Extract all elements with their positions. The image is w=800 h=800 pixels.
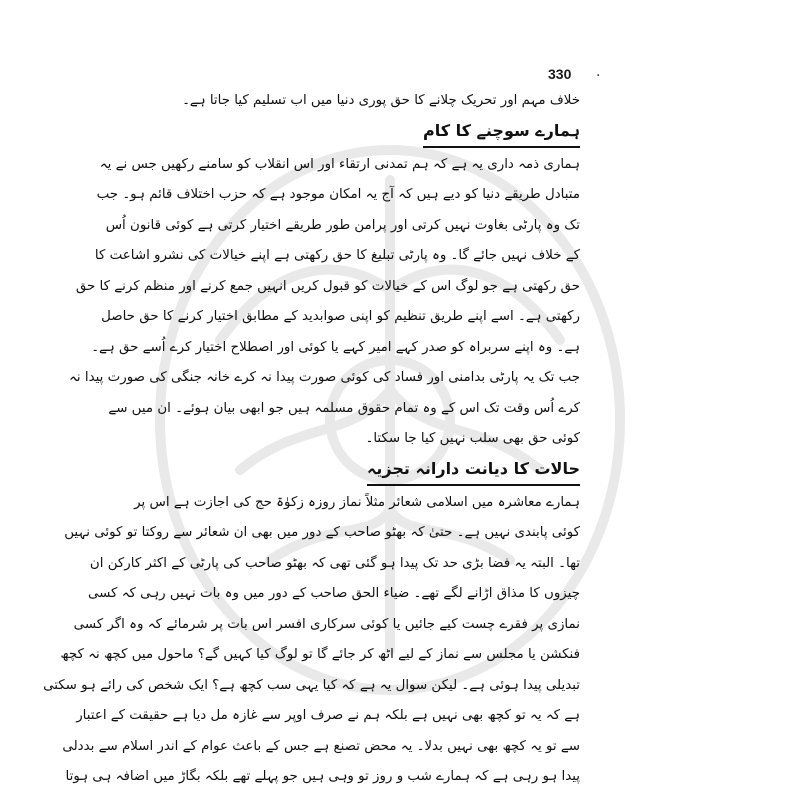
section-heading-wrapper — [190, 455, 580, 488]
paragraph-line: سے تو یہ کچھ بھی نہیں بدلا۔ یہ محض تصنع ہے جس کے باعث عوام کے اندر اسلام سے بددلی — [62, 738, 580, 754]
paragraph-line: نمازی پر فقرے چست کیے جائیں یا کوئی سرکاری افسر اس بات پر شرمائے کہ وہ اگر کسی — [73, 616, 580, 632]
paragraph-line: حق رکھتی ہے جو لوگ اس کے خیالات کو قبول کریں انہیں جمع کرنے اور منظم کرنے کا حق — [75, 278, 580, 294]
paragraph-line: تھا۔ البتہ یہ فضا بڑی حد تک پیدا ہو گئی تھی کہ بھٹو صاحب کی پارٹی کے اکثر کارکن ان — [89, 555, 580, 571]
paragraph-line: تبدیلی پیدا ہوئی ہے۔ لیکن سوال یہ ہے کہ کیا یہی سب کچھ ہے؟ ایک شخص کی رائے ہو سکتی — [43, 677, 580, 693]
paragraph-line: ہمارے معاشرہ میں اسلامی شعائر مثلاً نماز روزہ زکوٰۃ حج کی اجازت ہے اس پر — [134, 494, 580, 510]
paragraph-line: ہے۔ وہ اپنے سربراہ کو صدر کہے امیر کہے یا کوئی اور اصطلاح اختیار کرے اُسے حق ہے۔ — [91, 339, 580, 355]
paragraph-line: کرے اُس وقت تک اس کے وہ تمام حقوق مسلمہ ہیں جو ابھی بیان ہوئے۔ ان میں سے — [108, 400, 580, 416]
paragraph-line: کے خلاف نہیں جائے گا۔ وہ پارٹی تبلیغ کا حق رکھتی ہے اپنے خیالات کی نشرو اشاعت کا — [94, 248, 580, 263]
paragraph-line: تک وہ پارٹی بغاوت نہیں کرتی اور پرامن طور طریقے اختیار کرتی ہے کوئی قانون اُس — [105, 217, 580, 233]
paragraph-line: پیدا ہو رہی ہے کہ ہمارے شب و روز تو وہی ہیں جو پہلے تھے بلکہ بگاڑ میں اضافہ ہی ہوتا — [65, 769, 580, 784]
page-dot-mark: · — [596, 68, 601, 84]
paragraph-line: کوئی حق بھی سلب نہیں کیا جا سکتا۔ — [365, 431, 580, 446]
paragraph-line: ہے کہ یہ تو کچھ بھی نہیں ہے بلکہ ہم نے صرف اوپر سے غازہ مل دیا ہے حقیقت کے اعتبار — [76, 708, 580, 723]
paragraph-line: خلاف مہم اور تحریک چلانے کا حق پوری دنیا میں اب تسلیم کیا جاتا ہے۔ — [182, 93, 580, 108]
section-heading: حالات کا دیانت دارانہ تجزیہ — [367, 455, 580, 486]
paragraph-line: رکھتی ہے۔ اسے اپنے طریق تنظیم کو اپنی صوابدید کے مطابق اختیار کرنے کا حق حاصل — [101, 309, 580, 324]
paragraph-line: چیزوں کا مذاق اڑانے لگے تھے۔ ضیاء الحق صاحب کے دور میں وہ بات نہیں رہی کہ کسی — [87, 586, 580, 601]
page-body — [43, 86, 580, 793]
paragraph-line: فنکشن یا مجلس سے نماز کے لیے اٹھ کر جائے گا تو لوگ کیا کہیں گے؟ ماحول میں کچھ نہ کچھ — [60, 647, 580, 662]
page-number: 330 — [548, 66, 572, 82]
paragraph-line: ہماری ذمہ داری یہ ہے کہ ہم تمدنی ارتقاء اور اس انقلاب کو سامنے رکھیں جس نے یہ — [99, 156, 580, 172]
section-heading-wrapper — [190, 117, 580, 150]
paragraph-line: کوئی پابندی نہیں ہے۔ حتیٰ کہ بھٹو صاحب کے دور میں بھی ان شعائر سے روکتا تو کوئی نہیں — [64, 525, 580, 540]
paragraph-line: جب تک یہ پارٹی بدامنی اور فساد کی کوئی صورت پیدا نہ کرے خانہ جنگی کی صورت پیدا نہ — [69, 370, 580, 385]
section-heading: ہمارے سوچنے کا کام — [423, 117, 580, 148]
paragraph-line: متبادل طریقے دنیا کو دیے ہیں کہ آج یہ امکان موجود ہے کہ حزب اختلاف قائم ہو۔ جب — [96, 187, 580, 202]
